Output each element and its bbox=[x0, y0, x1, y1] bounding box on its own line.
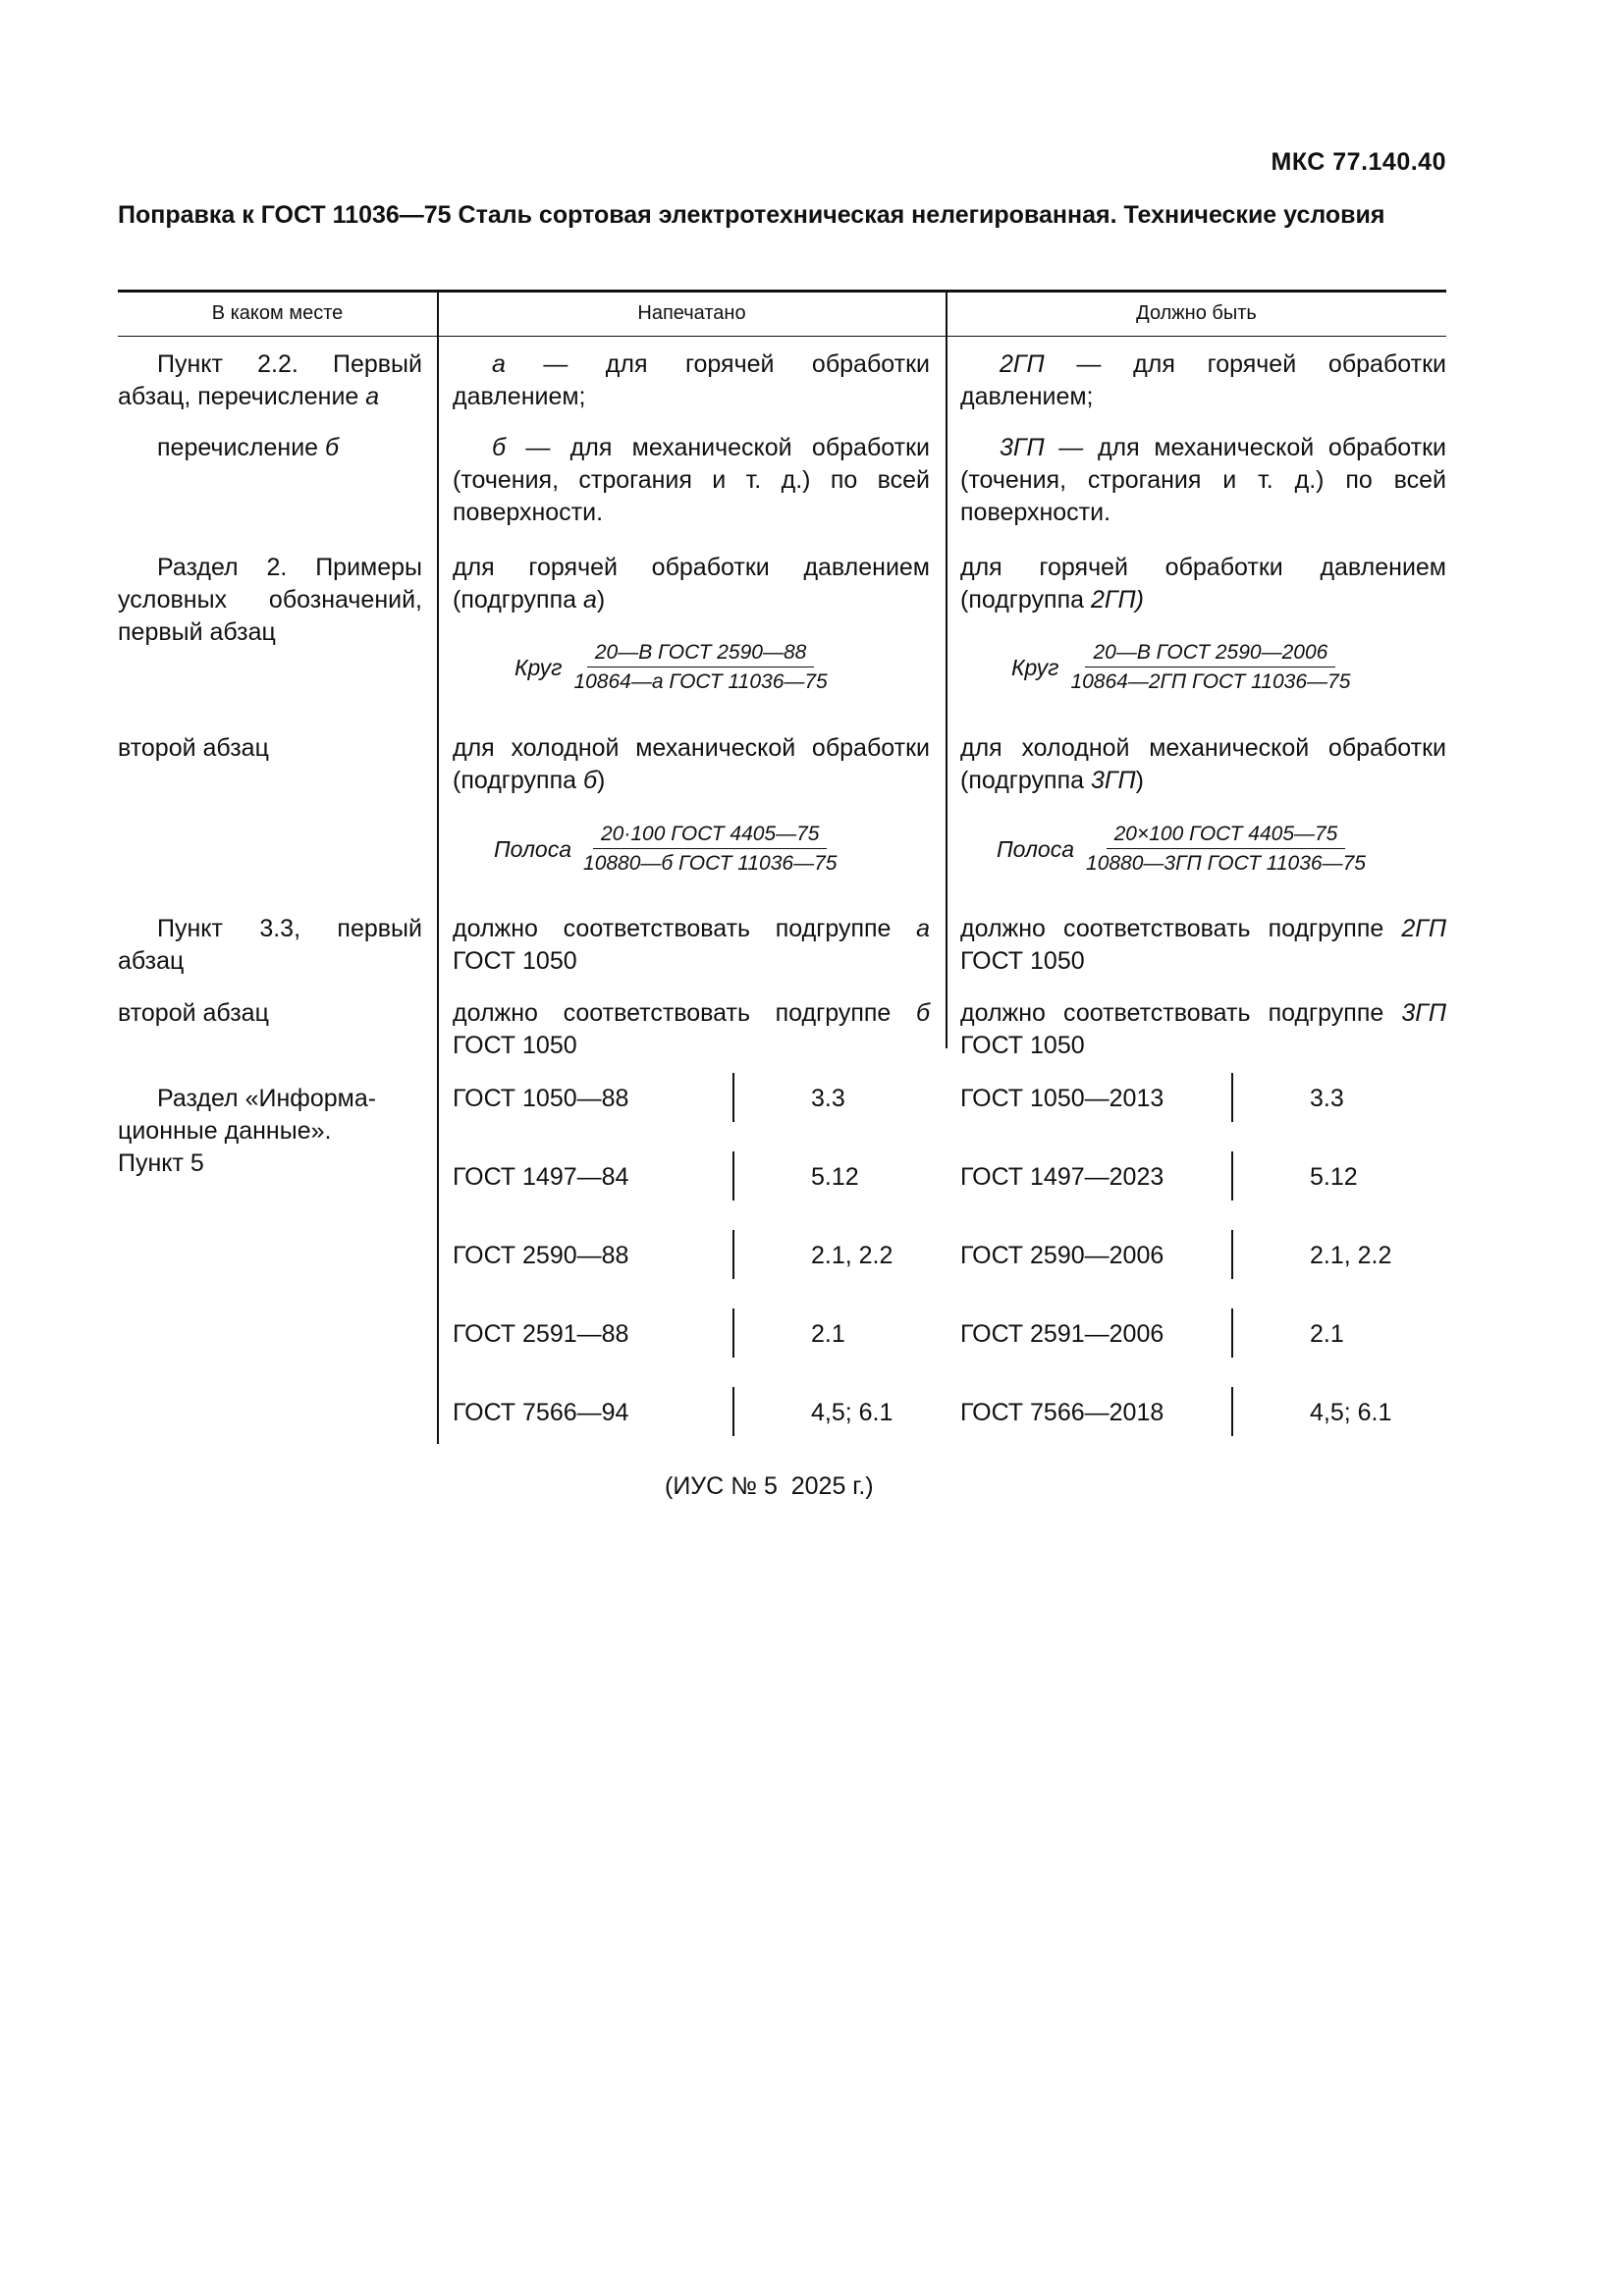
row6-printed-text: должно соответствовать подгруппе bbox=[453, 999, 916, 1027]
ref-printed-doc-1: ГОСТ 1050—88 bbox=[453, 1085, 629, 1112]
row2-correct-italic: 3ГП bbox=[1000, 434, 1045, 461]
ref-correct-divider-2 bbox=[1231, 1151, 1233, 1201]
ref-printed-divider-4 bbox=[732, 1308, 734, 1358]
row2-correct-text: — для механической обработки (точения, строгания и т. д.) по всей поверхности. bbox=[960, 434, 1446, 526]
ref-correct-doc-2: ГОСТ 1497—2023 bbox=[960, 1163, 1164, 1191]
row6-correct-end: ГОСТ 1050 bbox=[960, 1032, 1085, 1059]
column-divider-2 bbox=[946, 291, 947, 1048]
row5-correct-end: ГОСТ 1050 bbox=[960, 947, 1085, 975]
fraction-denominator: 10864—а ГОСТ 11036—75 bbox=[573, 670, 828, 693]
fraction-numerator: 20—В ГОСТ 2590—88 bbox=[587, 641, 814, 667]
fraction-denominator: 10864—2ГП ГОСТ 11036—75 bbox=[1070, 670, 1351, 693]
row4-printed-text: для холодной механической обработки (подгруппа bbox=[453, 734, 930, 794]
row1-place-italic: а bbox=[365, 383, 380, 410]
row4-place: второй абзац bbox=[118, 734, 269, 762]
ref-correct-doc-1: ГОСТ 1050—2013 bbox=[960, 1085, 1164, 1112]
ref-correct-doc-4: ГОСТ 2591—2006 bbox=[960, 1320, 1164, 1348]
publication-note: (ИУС № 5 2025 г.) bbox=[665, 1472, 874, 1500]
row3-place: Раздел 2. Примеры условных обозначений, первый абзац bbox=[118, 554, 422, 646]
row1-correct-italic: 2ГП bbox=[1000, 350, 1045, 378]
row1-printed-italic: а bbox=[492, 350, 506, 378]
ref-printed-item-1: 3.3 bbox=[811, 1085, 845, 1112]
ref-correct-divider-1 bbox=[1231, 1073, 1233, 1122]
row1-place bbox=[118, 348, 422, 413]
fraction-numerator: 20·100 ГОСТ 4405—75 bbox=[593, 823, 828, 849]
formula-label: Круг bbox=[514, 654, 563, 680]
row4-printed-formula bbox=[494, 823, 844, 876]
row4-printed-end: ) bbox=[597, 767, 606, 794]
row2-place-text: перечисление bbox=[157, 434, 326, 461]
row2-printed-italic: б bbox=[492, 434, 507, 461]
row5-correct bbox=[960, 913, 1446, 978]
ref-correct-item-3: 2.1, 2.2 bbox=[1310, 1242, 1392, 1269]
row3-printed-formula bbox=[514, 641, 836, 694]
fraction-denominator: 10880—б ГОСТ 11036—75 bbox=[583, 852, 838, 875]
ref-printed-doc-4: ГОСТ 2591—88 bbox=[453, 1320, 629, 1348]
fraction-numerator: 20—В ГОСТ 2590—2006 bbox=[1085, 641, 1335, 667]
ref-correct-doc-5: ГОСТ 7566—2018 bbox=[960, 1399, 1164, 1426]
ref-correct-divider-3 bbox=[1231, 1230, 1233, 1279]
ref-printed-divider-2 bbox=[732, 1151, 734, 1201]
ref-printed-item-4: 2.1 bbox=[811, 1320, 845, 1348]
fraction bbox=[1062, 641, 1358, 694]
ref-printed-doc-3: ГОСТ 2590—88 bbox=[453, 1242, 629, 1269]
fraction bbox=[1078, 823, 1374, 876]
row7-place bbox=[118, 1083, 432, 1180]
row3-correct-italic: 2ГП) bbox=[1090, 586, 1144, 614]
row3-printed-end: ) bbox=[596, 586, 606, 614]
ref-correct-item-5: 4,5; 6.1 bbox=[1310, 1399, 1392, 1426]
column-header-correct: Должно быть bbox=[1136, 302, 1257, 324]
table-top-rule bbox=[118, 290, 1446, 293]
row3-printed-text: для горячей обработки давлением (подгруппа bbox=[453, 554, 930, 614]
row7-place-line2: ционные данные». bbox=[118, 1117, 332, 1145]
formula-label: Полоса bbox=[997, 835, 1075, 862]
fraction bbox=[566, 641, 835, 694]
ref-correct-item-4: 2.1 bbox=[1310, 1320, 1344, 1348]
row5-correct-italic: 2ГП bbox=[1401, 915, 1446, 942]
row5-place: Пункт 3.3, первый абзац bbox=[118, 915, 422, 975]
fraction bbox=[575, 823, 844, 876]
ref-printed-item-3: 2.1, 2.2 bbox=[811, 1242, 893, 1269]
row3-correct-formula bbox=[1011, 641, 1358, 694]
row4-correct-italic: 3ГП bbox=[1090, 767, 1136, 794]
row6-printed-italic: б bbox=[915, 999, 930, 1027]
column-header-place: В каком месте bbox=[211, 302, 344, 324]
row6-correct bbox=[960, 997, 1446, 1062]
row1-printed bbox=[453, 348, 930, 413]
classification-code: МКС 77.140.40 bbox=[1271, 148, 1446, 176]
row4-printed bbox=[453, 732, 930, 797]
row7-place-line3: Пункт 5 bbox=[118, 1149, 204, 1177]
row6-correct-text: должно соответствовать подгруппе bbox=[960, 999, 1402, 1027]
row5-printed-end: ГОСТ 1050 bbox=[453, 947, 577, 975]
ref-printed-divider-5 bbox=[732, 1387, 734, 1436]
ref-correct-doc-3: ГОСТ 2590—2006 bbox=[960, 1242, 1164, 1269]
ref-printed-item-2: 5.12 bbox=[811, 1163, 859, 1191]
row4-correct bbox=[960, 732, 1446, 797]
row4-printed-italic: б bbox=[582, 767, 598, 794]
row4-correct-formula bbox=[997, 823, 1374, 876]
row1-correct-text: — для горячей обработки давлением; bbox=[960, 350, 1446, 410]
row6-correct-italic: 3ГП bbox=[1401, 999, 1446, 1027]
row2-printed bbox=[453, 432, 930, 529]
row4-correct-text: для холодной механической обработки (подгруппа bbox=[960, 734, 1446, 794]
ref-printed-doc-2: ГОСТ 1497—84 bbox=[453, 1163, 629, 1191]
column-header-printed: Напечатано bbox=[637, 302, 746, 324]
row1-correct bbox=[960, 348, 1446, 413]
formula-label: Полоса bbox=[494, 835, 572, 862]
column-divider-1 bbox=[437, 291, 439, 1444]
row1-printed-text: — для горячей обработки давлением; bbox=[453, 350, 930, 410]
row5-correct-text: должно соответствовать подгруппе bbox=[960, 915, 1402, 942]
ref-printed-divider-3 bbox=[732, 1230, 734, 1279]
ref-printed-divider-1 bbox=[732, 1073, 734, 1122]
fraction-numerator: 20×100 ГОСТ 4405—75 bbox=[1107, 823, 1346, 849]
row2-correct bbox=[960, 432, 1446, 529]
row6-printed-end: ГОСТ 1050 bbox=[453, 1032, 577, 1059]
row2-place bbox=[118, 432, 422, 464]
row3-correct-text: для горячей обработки давлением (подгруппа bbox=[960, 554, 1446, 614]
ref-correct-divider-5 bbox=[1231, 1387, 1233, 1436]
row1-place-text: Пункт 2.2. Первый абзац, перечисление bbox=[118, 350, 422, 410]
row6-printed bbox=[453, 997, 930, 1062]
row6-place: второй абзац bbox=[118, 999, 269, 1027]
table-header-rule bbox=[118, 336, 1446, 337]
ref-correct-divider-4 bbox=[1231, 1308, 1233, 1358]
ref-printed-doc-5: ГОСТ 7566—94 bbox=[453, 1399, 629, 1426]
row3-printed-italic: а bbox=[582, 586, 597, 614]
row5-printed-italic: а bbox=[916, 915, 930, 942]
row5-printed-text: должно соответствовать подгруппе bbox=[453, 915, 917, 942]
row4-correct-end: ) bbox=[1135, 767, 1144, 794]
row5-printed bbox=[453, 913, 930, 978]
fraction-denominator: 10880—3ГП ГОСТ 11036—75 bbox=[1086, 852, 1366, 875]
ref-correct-item-2: 5.12 bbox=[1310, 1163, 1358, 1191]
row2-printed-text: — для механической обработки (точения, строгания и т. д.) по всей поверхности. bbox=[453, 434, 930, 526]
row2-place-italic: б bbox=[325, 434, 340, 461]
row7-place-line1: Раздел «Информа- bbox=[157, 1085, 377, 1112]
ref-printed-item-5: 4,5; 6.1 bbox=[811, 1399, 893, 1426]
document-title: Поправка к ГОСТ 11036—75 Сталь сортовая электротехническая нелегированная. Технические условия bbox=[118, 201, 1385, 229]
row3-correct bbox=[960, 552, 1446, 616]
ref-correct-item-1: 3.3 bbox=[1310, 1085, 1344, 1112]
row3-printed bbox=[453, 552, 930, 616]
formula-label: Круг bbox=[1011, 654, 1059, 680]
